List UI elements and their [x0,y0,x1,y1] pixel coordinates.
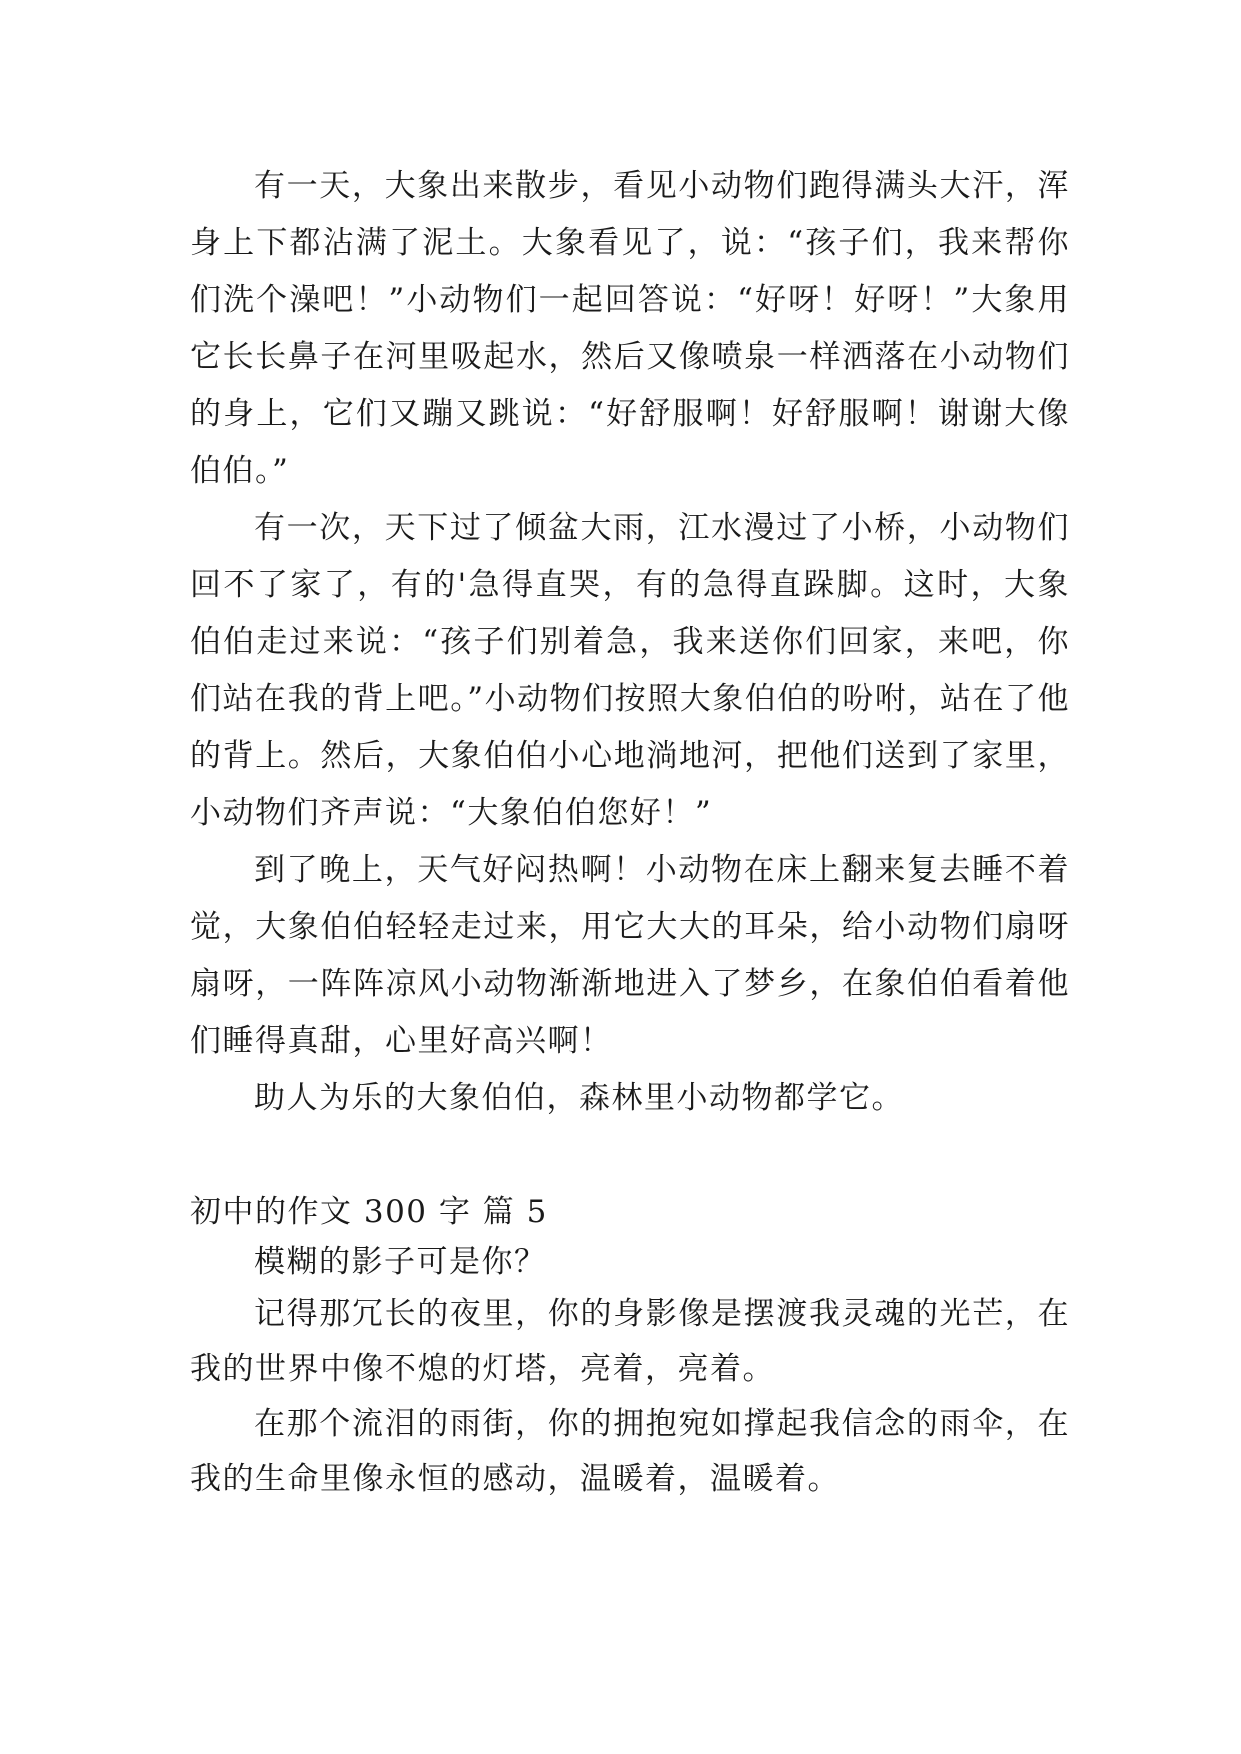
paragraph-elephant-rain: 有一次，天下过了倾盆大雨，江水漫过了小桥，小动物们回不了家了，有的'急得直哭，有的急得直跺脚。这时，大象伯伯走过来说：“孩子们别着急，我来送你们回家，来吧，你们站在我的背上吧。”小动物们按照大象伯伯的吩咐，站在了他的背上。然后，大象伯伯小心地淌地河，把他们送到了家里，小动物们齐声说：“大象伯伯您好！” [190,510,1070,831]
paragraph-elephant-conclusion: 助人为乐的大象伯伯，森林里小动物都学它。 [254,1080,904,1116]
paragraph-elephant-night: 到了晚上，天气好闷热啊！小动物在床上翻来复去睡不着觉，大象伯伯轻轻走过来，用它大大的耳朵，给小动物们扇呀扇呀，一阵阵凉风小动物渐渐地进入了梦乡，在象伯伯看着他们睡得真甜，心里好高兴啊！ [190,852,1070,1059]
document-body [190,158,1070,1507]
section-heading: 初中的作文 300 字 篇 5 [190,1194,548,1230]
essay-paragraph-night: 记得那冗长的夜里，你的身影像是摆渡我灵魂的光芒，在我的世界中像不熄的灯塔，亮着，亮着。 [190,1296,1070,1387]
section-spacer [190,1127,1070,1187]
paragraph-elephant-bath: 有一天，大象出来散步，看见小动物们跑得满头大汗，浑身上下都沾满了泥土。大象看见了，说：“孩子们，我来帮你们洗个澡吧！”小动物们一起回答说：“好呀！好呀！”大象用它长长鼻子在河里吸起水，然后又像喷泉一样洒落在小动物们的身上，它们又蹦又跳说：“好舒服啊！好舒服啊！谢谢大像伯伯。” [190,168,1070,489]
essay-subtitle: 模糊的影子可是你？ [254,1244,547,1280]
essay-paragraph-rain: 在那个流泪的雨街，你的拥抱宛如撑起我信念的雨伞，在我的生命里像永恒的感动，温暖着，温暖着。 [190,1406,1070,1497]
